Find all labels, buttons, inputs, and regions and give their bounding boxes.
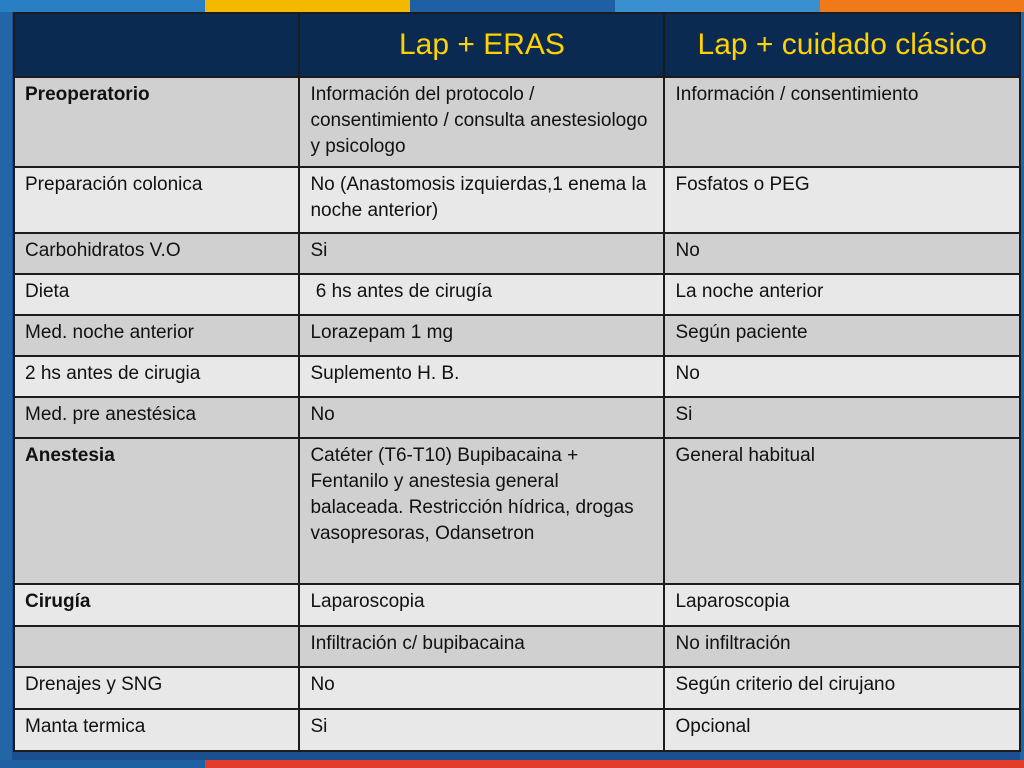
table-row	[14, 438, 1020, 584]
table-row	[14, 77, 1020, 167]
table-row	[14, 709, 1020, 751]
cell-eras: No (Anastomosis izquierdas,1 enema la noche anterior)	[299, 167, 664, 233]
left-decor-bar	[0, 12, 12, 760]
row-label: Med. noche anterior	[14, 315, 299, 356]
cell-eras: Lorazepam 1 mg	[299, 315, 664, 356]
row-label	[14, 626, 299, 667]
cell-classic: No infiltración	[664, 626, 1020, 667]
table-row	[14, 167, 1020, 233]
row-label: Preoperatorio	[14, 77, 299, 167]
cell-eras: No	[299, 667, 664, 709]
cell-classic: La noche anterior	[664, 274, 1020, 315]
cell-classic: Información / consentimiento	[664, 77, 1020, 167]
table-row	[14, 397, 1020, 438]
cell-eras: Si	[299, 709, 664, 751]
bottom-decor-stripe	[0, 760, 1024, 768]
table-row	[14, 667, 1020, 709]
cell-classic: No	[664, 233, 1020, 274]
table-header-row	[14, 13, 1020, 77]
row-label: 2 hs antes de cirugia	[14, 356, 299, 397]
cell-eras: No	[299, 397, 664, 438]
cell-eras: Catéter (T6-T10) Bupibacaina + Fentanilo y anestesia general balaceada. Restricción hídrica, drogas vasopresoras, Odansetron	[299, 438, 664, 584]
row-label: Carbohidratos V.O	[14, 233, 299, 274]
table-row	[14, 584, 1020, 626]
cell-classic: Opcional	[664, 709, 1020, 751]
table-row	[14, 315, 1020, 356]
cell-classic: Según criterio del cirujano	[664, 667, 1020, 709]
header-empty-cell	[14, 13, 299, 77]
cell-classic: Según paciente	[664, 315, 1020, 356]
cell-eras: Información del protocolo / consentimiento / consulta anestesiologo y psicologo	[299, 77, 664, 167]
row-label: Anestesia	[14, 438, 299, 584]
table-row	[14, 626, 1020, 667]
cell-eras: Infiltración c/ bupibacaina	[299, 626, 664, 667]
row-label: Med. pre anestésica	[14, 397, 299, 438]
top-decor-stripes	[0, 0, 1024, 12]
cell-eras: Laparoscopia	[299, 584, 664, 626]
cell-eras: Si	[299, 233, 664, 274]
cell-classic: Laparoscopia	[664, 584, 1020, 626]
comparison-table	[13, 12, 1021, 752]
table-row	[14, 356, 1020, 397]
table-row	[14, 233, 1020, 274]
header-lap-eras: Lap + ERAS	[299, 13, 664, 77]
row-label: Preparación colonica	[14, 167, 299, 233]
cell-classic: General habitual	[664, 438, 1020, 584]
row-label: Dieta	[14, 274, 299, 315]
cell-eras: Suplemento H. B.	[299, 356, 664, 397]
table-row	[14, 274, 1020, 315]
header-lap-classic: Lap + cuidado clásico	[664, 13, 1020, 77]
row-label: Manta termica	[14, 709, 299, 751]
cell-classic: Si	[664, 397, 1020, 438]
cell-eras: 6 hs antes de cirugía	[299, 274, 664, 315]
cell-classic: No	[664, 356, 1020, 397]
row-label: Drenajes y SNG	[14, 667, 299, 709]
row-label: Cirugía	[14, 584, 299, 626]
cell-classic: Fosfatos o PEG	[664, 167, 1020, 233]
